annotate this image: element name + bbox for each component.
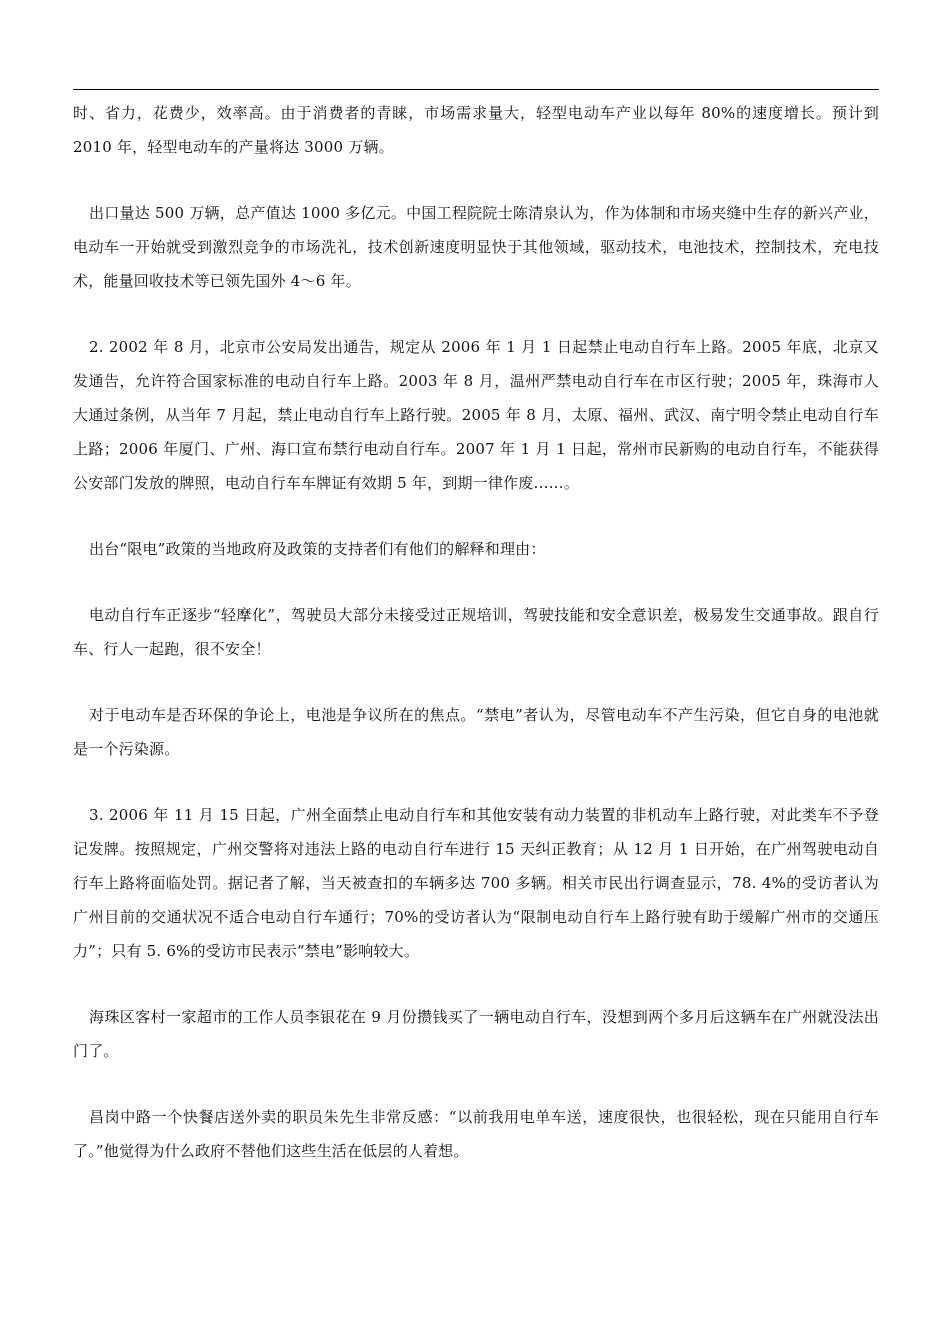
paragraph-mr-zhu: 昌岗中路一个快餐店送外卖的职员朱先生非常反感：“以前我用电单车送，速度很快，也很轻松，现在只能用自行车了。”他觉得为什么政府不替他们这些生活在低层的人着想。 bbox=[73, 1108, 879, 1160]
paragraph-battery-pollution: 对于电动车是否环保的争论上，电池是争议所在的焦点。“禁电”者认为，尽管电动车不产生污染，但它自身的电池就是一个污染源。 bbox=[73, 706, 879, 758]
paragraph-section-2: 2. 2002 年 8 月，北京市公安局发出通告，规定从 2006 年 1 月 1 日起禁止电动自行车上路。2005 年底，北京又发通告，允许符合国家标准的电动自行车上路。2003 年 8 月，温州严禁电动自行车在市区行驶；2005 年，珠海市人大通过条例，从当年 7 月起，禁止电动自行车上路行驶。2005 年 8 月，太原、福州、武汉、南宁明令禁止电动自行车上路；2006 年厦门、广州、海口宣布禁行电动自行车。2007 年 1 月 1 日起，常州市民新购的电动自行车，不能获得公安部门发放的牌照，电动自行车车牌证有效期 5 年，到期一律作废……。 bbox=[73, 338, 879, 492]
paragraph-continuation: 时、省力，花费少，效率高。由于消费者的青睐，市场需求量大，轻型电动车产业以每年 80%的速度增长。预计到 2010 年，轻型电动车的产量将达 3000 万辆。 bbox=[73, 104, 879, 156]
header-divider bbox=[73, 89, 879, 90]
paragraph-export-volume: 出口量达 500 万辆，总产值达 1000 多亿元。中国工程院院士陈清泉认为，作为体制和市场夹缝中生存的新兴产业，电动车一开始就受到激烈竞争的市场洗礼，技术创新速度明显快于其他领域，驱动技术，电池技术，控制技术，充电技术，能量回收技术等已领先国外 4～6 年。 bbox=[73, 204, 879, 290]
paragraph-safety-reason: 电动自行车正逐步“轻摩化”，驾驶员大部分未接受过正规培训，驾驶技能和安全意识差，极易发生交通事故。跟自行车、行人一起跑，很不安全！ bbox=[73, 606, 879, 658]
paragraph-policy-reasons-intro: 出台“限电”政策的当地政府及政策的支持者们有他们的解释和理由： bbox=[89, 540, 546, 558]
paragraph-li-yinhua: 海珠区客村一家超市的工作人员李银花在 9 月份攒钱买了一辆电动自行车，没想到两个多月后这辆车在广州就没法出门了。 bbox=[73, 1008, 879, 1060]
paragraph-section-3: 3. 2006 年 11 月 15 日起，广州全面禁止电动自行车和其他安装有动力装置的非机动车上路行驶，对此类车不予登记发牌。按照规定，广州交警将对违法上路的电动自行车进行 15 天纠正教育；从 12 月 1 日开始，在广州驾驶电动自行车上路将面临处罚。据记者了解，当天被查扣的车辆多达 700 多辆。相关市民出行调查显示，78. 4%的受访者认为广州目前的交通状况不适合电动自行车通行；70%的受访者认为“限制电动自行车上路行驶有助于缓解广州市的交通压力”；只有 5. 6%的受访市民表示“禁电”影响较大。 bbox=[73, 806, 879, 960]
document-body bbox=[73, 96, 879, 1200]
